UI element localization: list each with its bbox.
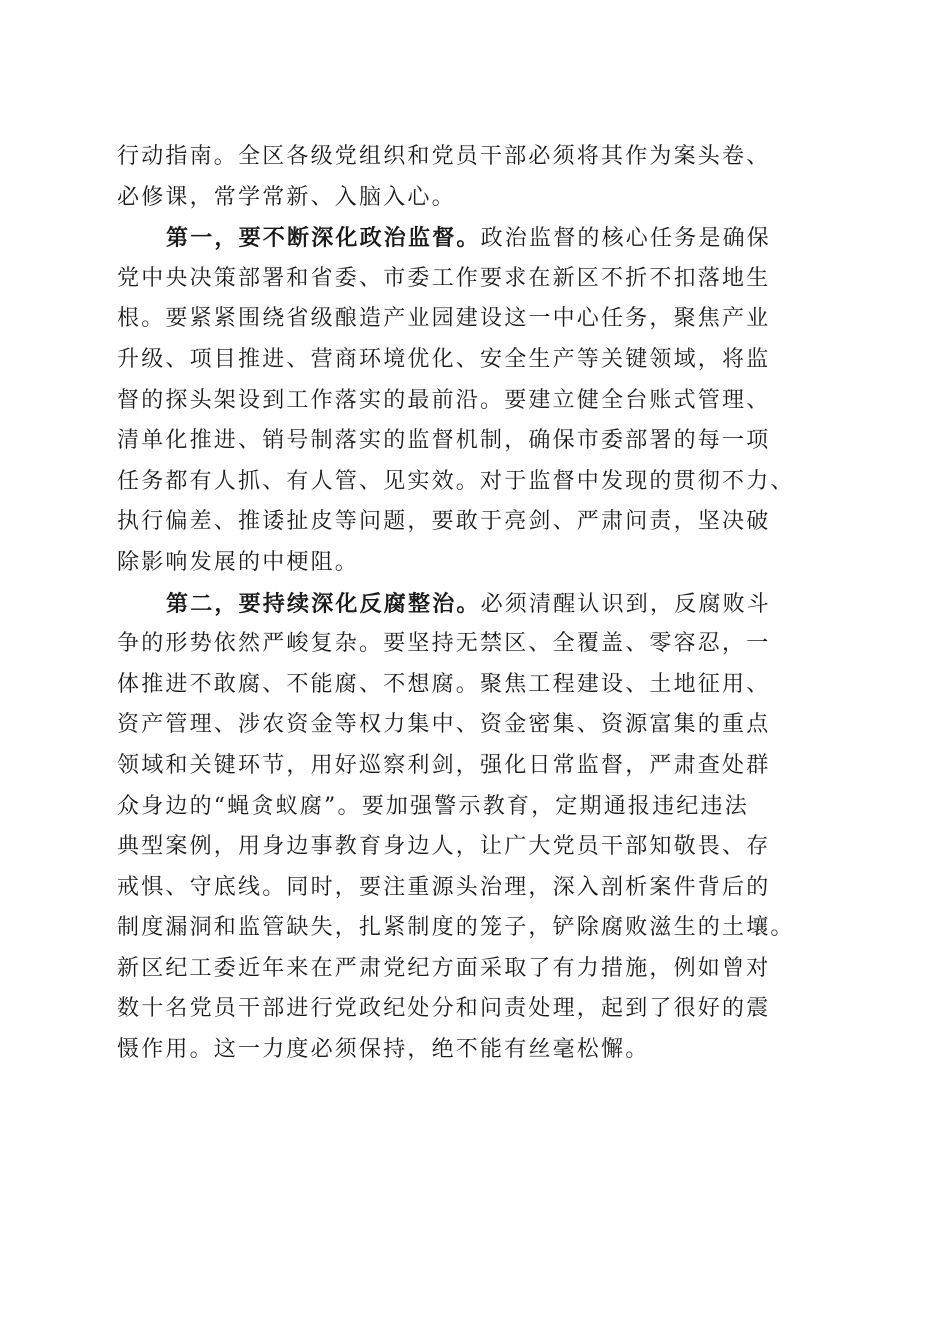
section-one-first-line-text: 政治监督的核心任务是确保 (480, 226, 772, 252)
text-line: 任务都有人抓、有人管、见实效。对于监督中发现的贯彻不力、 (117, 468, 795, 494)
text-line: 数十名党员干部进行党政纪处分和问责处理，起到了很好的震 (117, 996, 771, 1022)
section-one-first-line (117, 218, 842, 259)
text-line: 新区纪工委近年来在严肃党纪方面采取了有力措施，例如曾对 (117, 955, 771, 981)
text-line: 升级、项目推进、营商环境优化、安全生产等关键领域，将监 (117, 346, 771, 372)
text-line: 行动指南。全区各级党组织和党员干部必须将其作为案头卷、 (117, 144, 771, 169)
paragraph-section-one (117, 218, 842, 583)
text-line: 戒惧、守底线。同时，要注重源头治理，深入剖析案件背后的 (117, 874, 771, 900)
text-line: 争的形势依然严峻复杂。要坚持无禁区、全覆盖、零容忍，一 (117, 631, 771, 657)
paragraph-continuation (117, 137, 842, 218)
text-line: 典型案例，用身边事教育身边人，让广大党员干部知敬畏、存 (117, 834, 771, 860)
text-line: 执行偏差、推诿扯皮等问题，要敢于亮剑、严肃问责，坚决破 (117, 509, 771, 535)
section-one-heading: 第一，要不断深化政治监督。 (166, 225, 481, 252)
section-two-first-line-text: 必须清醒认识到，反腐败斗 (480, 591, 772, 617)
text-line: 慑作用。这一力度必须保持，绝不能有丝毫松懈。 (117, 1037, 650, 1063)
section-two-first-line (117, 584, 842, 625)
text-line: 督的探头架设到工作落实的最前沿。要建立健全台账式管理、 (117, 387, 771, 413)
text-line: 制度漏洞和监管缺失，扎紧制度的笼子，铲除腐败滋生的土壤。 (117, 915, 795, 941)
text-line: 必修课，常学常新、入脑入心。 (117, 184, 456, 210)
text-line: 根。要紧紧围绕省级酿造产业园建设这一中心任务，聚焦产业 (117, 306, 771, 332)
text-line: 领域和关键环节，用好巡察利剑，强化日常监督，严肃查处群 (117, 752, 771, 778)
text-line: 众身边的“蝇贪蚁腐”。要加强警示教育，定期通报违纪违法 (117, 793, 749, 819)
section-two-heading: 第二，要持续深化反腐整治。 (166, 590, 481, 617)
text-line: 体推进不敢腐、不能腐、不想腐。聚焦工程建设、土地征用、 (117, 671, 771, 697)
text-line: 党中央决策部署和省委、市委工作要求在新区不折不扣落地生 (117, 265, 771, 291)
document-body (117, 137, 842, 1071)
text-line: 资产管理、涉农资金等权力集中、资金密集、资源富集的重点 (117, 712, 771, 738)
text-line: 清单化推进、销号制落实的监督机制，确保市委部署的每一项 (117, 428, 771, 454)
paragraph-section-two (117, 584, 842, 1071)
text-line: 除影响发展的中梗阻。 (117, 549, 360, 575)
